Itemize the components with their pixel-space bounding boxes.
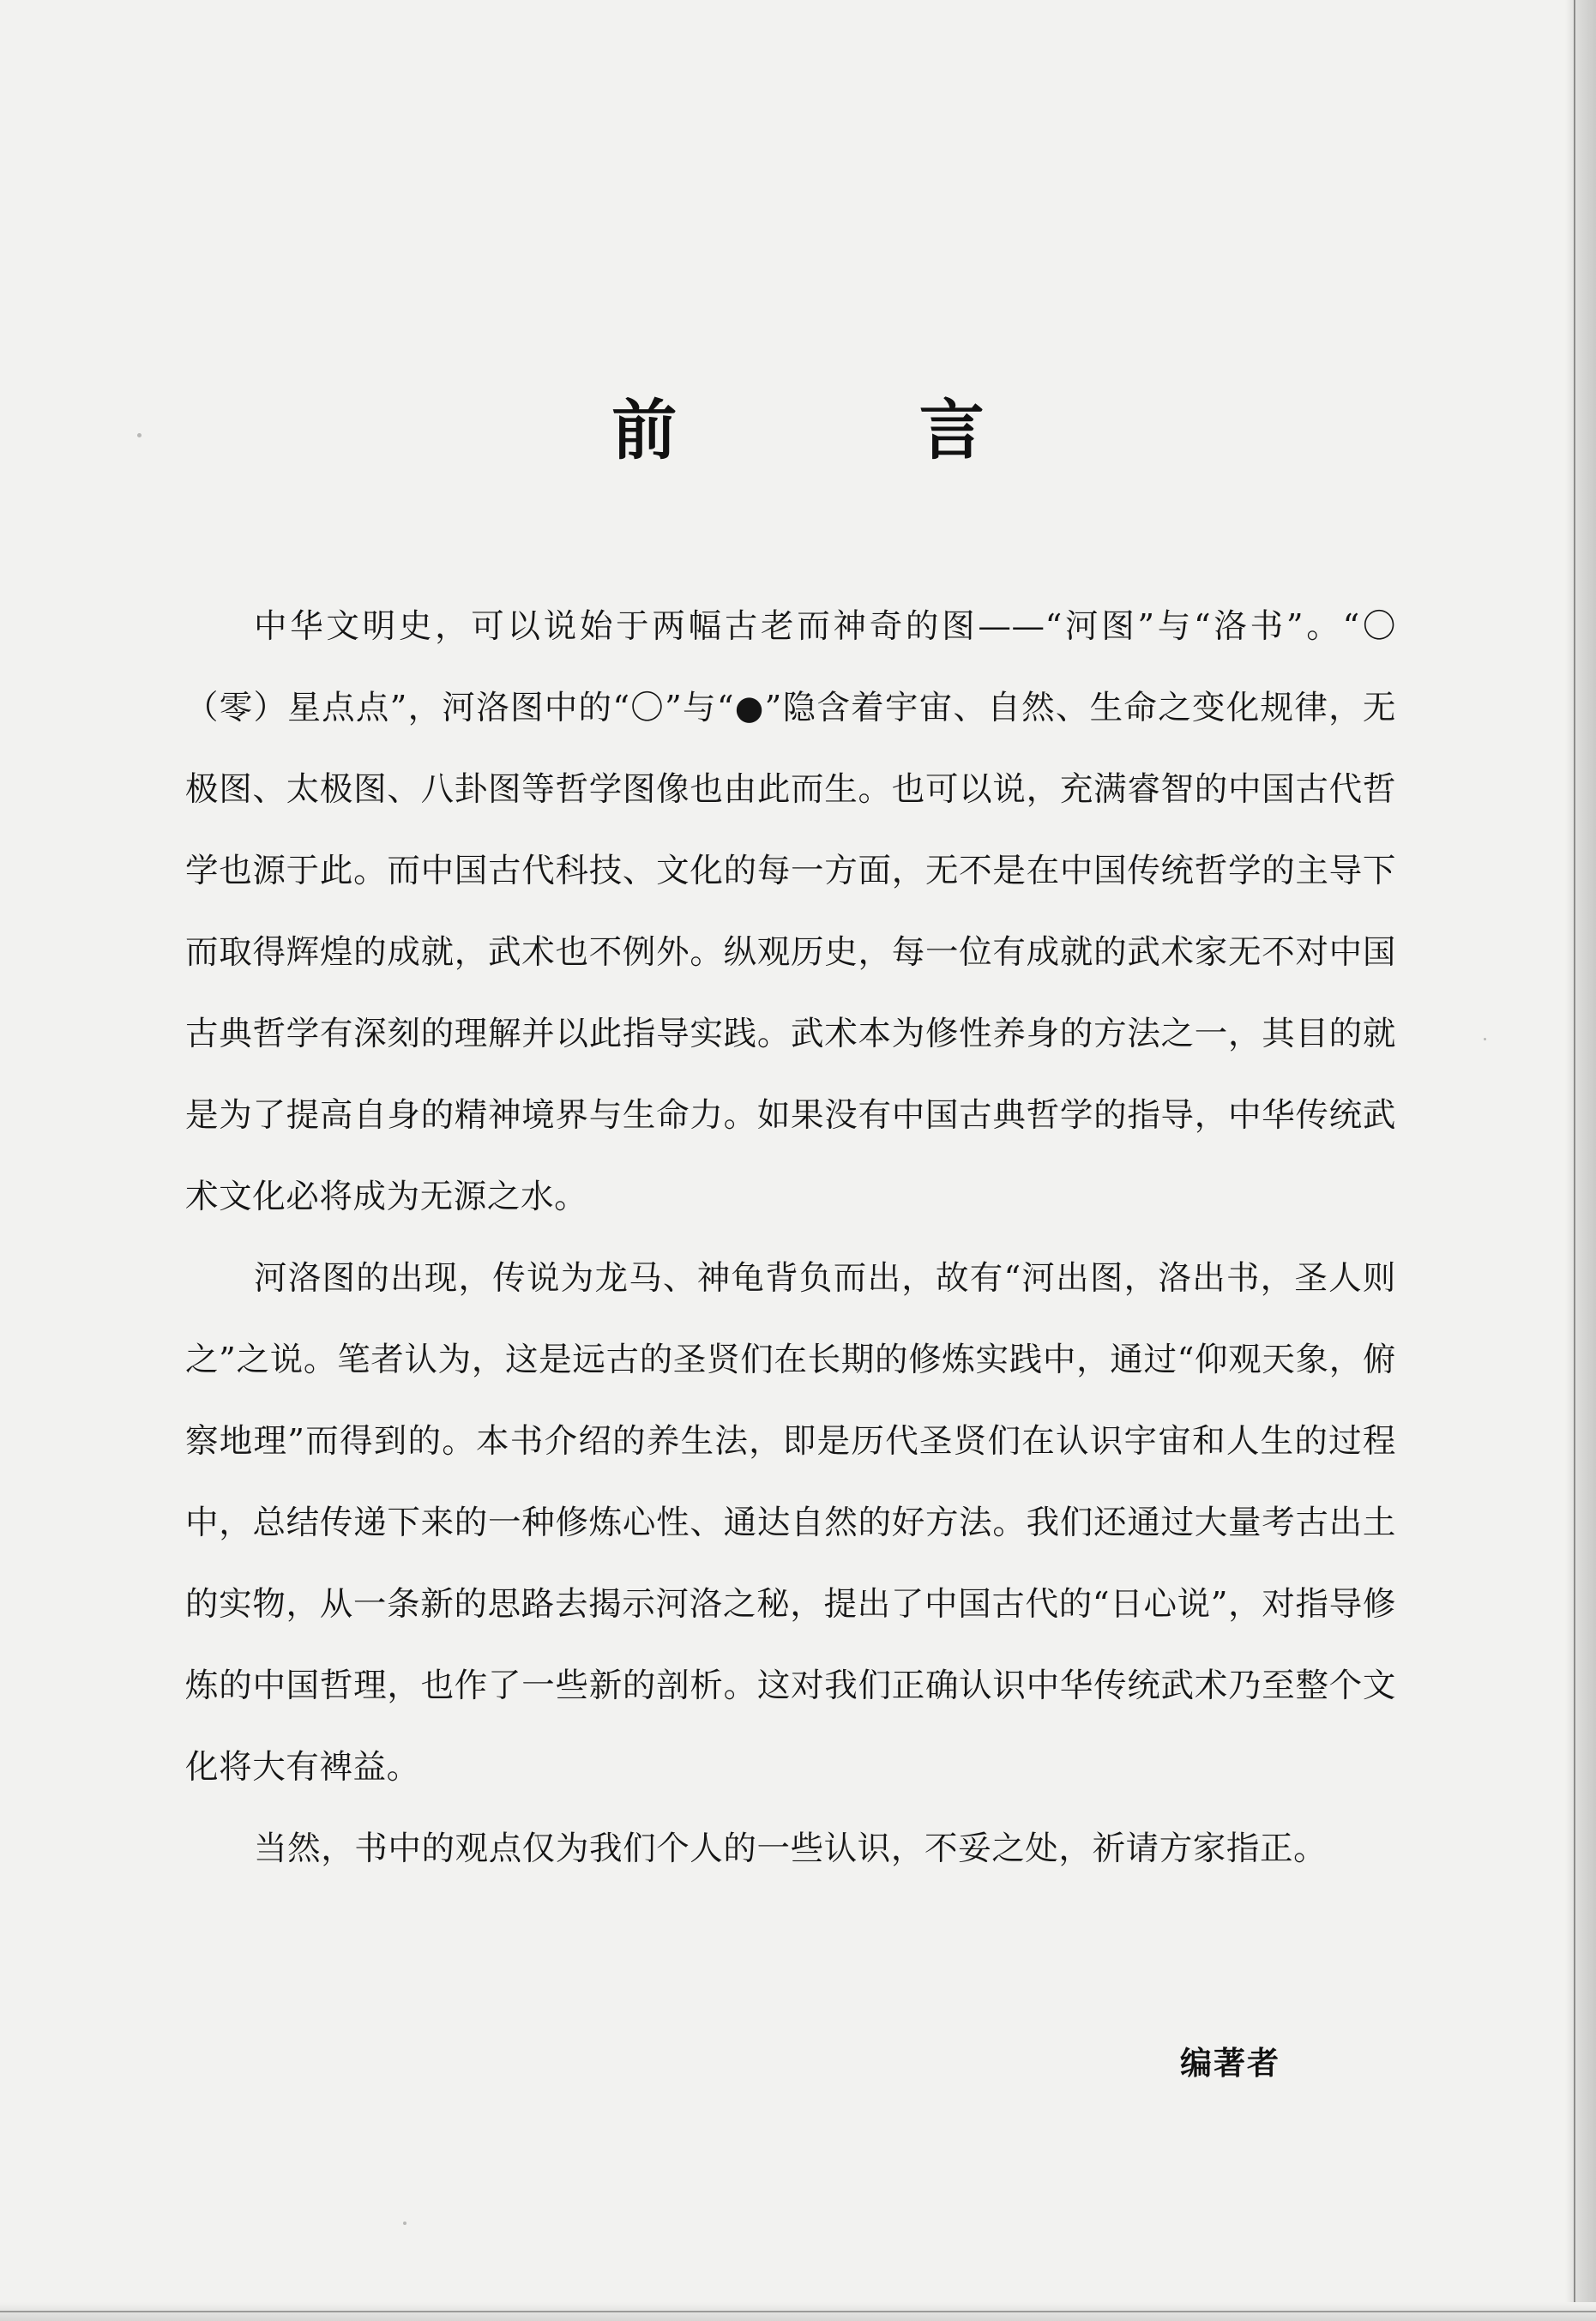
paper-speck	[1484, 1038, 1486, 1040]
page-title: 前 言	[611, 392, 1094, 468]
author-signature: 编著者	[1180, 2045, 1280, 2082]
page-bottom-line	[0, 2311, 1596, 2312]
page-edge-shadow	[1565, 0, 1596, 2321]
paragraph: 河洛图的出现，传说为龙马、神龟背负而出，故有“河出图，洛出书，圣人则之”之说。笔者认为，这是远古的圣贤们在长期的修炼实践中，通过“仰观天象，俯察地理”而得到的。本书介绍的养生法，即是历代圣贤们在认识宇宙和人生的过程中，总结传递下来的一种修炼心性、通达自然的好方法。我们还通过大量考古出土的实物，从一条新的思路去揭示河洛之秘，提出了中国古代的“日心说”，对指导修炼的中国哲理，也作了一些新的剖析。这对我们正确认识中华传统武术乃至整个文化将大有裨益。	[185, 1259, 1396, 1787]
page-edge-line	[1574, 0, 1575, 2321]
paragraph: 当然，书中的观点仅为我们个人的一些认识，不妥之处，祈请方家指正。	[254, 1830, 1328, 1868]
preface-body	[185, 586, 1396, 1890]
paper-speck	[403, 2222, 407, 2225]
paragraph: 中华文明史，可以说始于两幅古老而神奇的图——“河图”与“洛书”。“〇（零）星点点”，河洛图中的“〇”与“●”隐含着宇宙、自然、生命之变化规律，无极图、太极图、八卦图等哲学图像也由此而生。也可以说，充满睿智的中国古代哲学也源于此。而中国古代科技、文化的每一方面，无不是在中国传统哲学的主导下而取得辉煌的成就，武术也不例外。纵观历史，每一位有成就的武术家无不对中国古典哲学有深刻的理解并以此指导实践。武术本为修性养身的方法之一，其目的就是为了提高自身的精神境界与生命力。如果没有中国古典哲学的指导，中华传统武术文化必将成为无源之水。	[185, 607, 1396, 1216]
